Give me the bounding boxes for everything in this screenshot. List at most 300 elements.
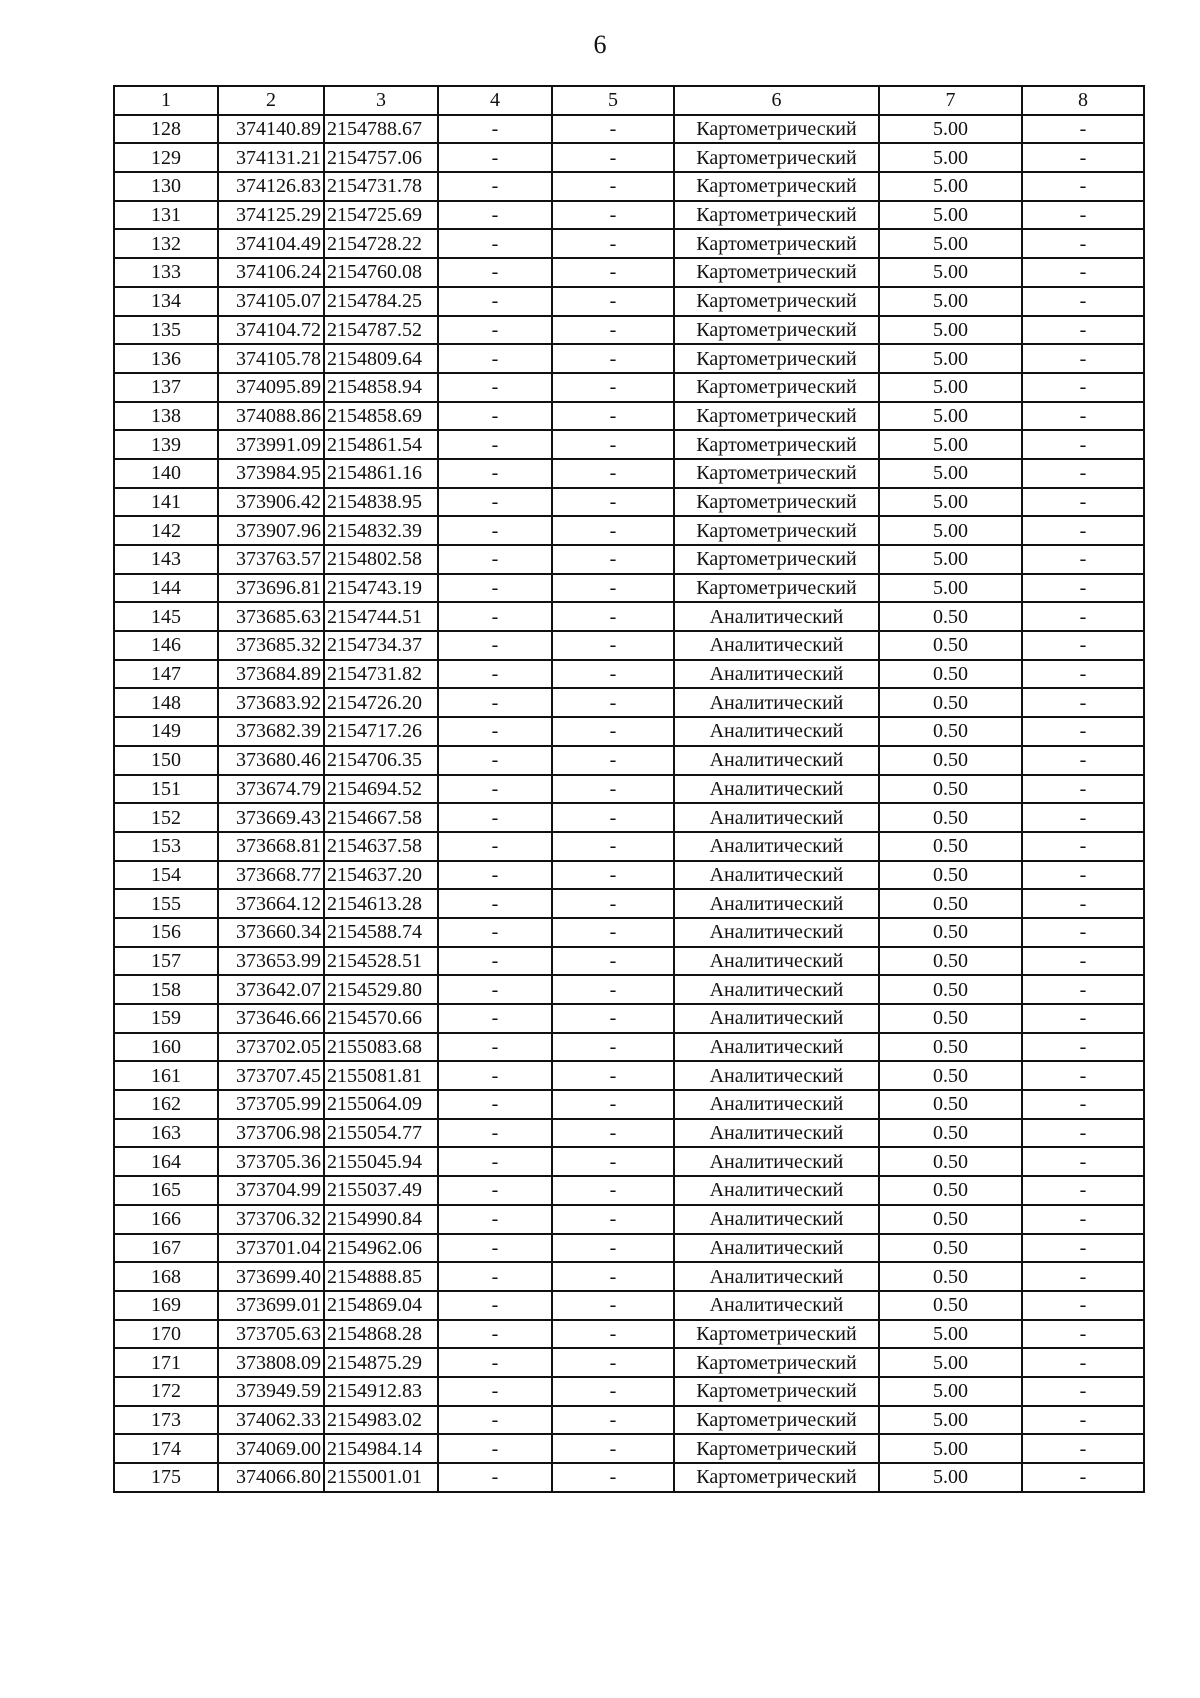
point-number-cell: 156 xyxy=(114,918,218,947)
accuracy-cell: 0.50 xyxy=(879,1061,1022,1090)
col5-cell: - xyxy=(552,832,674,861)
point-number-cell: 129 xyxy=(114,143,218,172)
col8-cell: - xyxy=(1022,430,1144,459)
y-coordinate-cell: 2154983.02 xyxy=(324,1406,438,1435)
x-coordinate-cell: 374106.24 xyxy=(218,258,324,287)
table-row xyxy=(114,402,1144,431)
method-cell: Картометрический xyxy=(674,1377,879,1406)
x-coordinate-cell: 373696.81 xyxy=(218,574,324,603)
table-row xyxy=(114,1463,1144,1492)
method-cell: Аналитический xyxy=(674,1033,879,1062)
table-row xyxy=(114,918,1144,947)
table-row xyxy=(114,1033,1144,1062)
col8-cell: - xyxy=(1022,373,1144,402)
method-cell: Картометрический xyxy=(674,316,879,345)
col4-cell: - xyxy=(438,861,552,890)
table-row xyxy=(114,516,1144,545)
table-row xyxy=(114,1434,1144,1463)
y-coordinate-cell: 2154788.67 xyxy=(324,115,438,144)
accuracy-cell: 0.50 xyxy=(879,1176,1022,1205)
col5-cell: - xyxy=(552,775,674,804)
table-row xyxy=(114,115,1144,144)
col5-cell: - xyxy=(552,1004,674,1033)
col4-cell: - xyxy=(438,1176,552,1205)
col4-cell: - xyxy=(438,832,552,861)
point-number-cell: 139 xyxy=(114,430,218,459)
point-number-cell: 128 xyxy=(114,115,218,144)
x-coordinate-cell: 373991.09 xyxy=(218,430,324,459)
accuracy-cell: 5.00 xyxy=(879,1348,1022,1377)
y-coordinate-cell: 2154694.52 xyxy=(324,775,438,804)
col8-cell: - xyxy=(1022,1320,1144,1349)
point-number-cell: 138 xyxy=(114,402,218,431)
y-coordinate-cell: 2154725.69 xyxy=(324,201,438,230)
accuracy-cell: 0.50 xyxy=(879,746,1022,775)
x-coordinate-cell: 374105.78 xyxy=(218,344,324,373)
method-cell: Аналитический xyxy=(674,1176,879,1205)
method-cell: Картометрический xyxy=(674,287,879,316)
method-cell: Картометрический xyxy=(674,143,879,172)
point-number-cell: 151 xyxy=(114,775,218,804)
col5-cell: - xyxy=(552,717,674,746)
y-coordinate-cell: 2155081.81 xyxy=(324,1061,438,1090)
table-row xyxy=(114,947,1144,976)
y-coordinate-cell: 2154637.20 xyxy=(324,861,438,890)
x-coordinate-cell: 373705.99 xyxy=(218,1090,324,1119)
accuracy-cell: 5.00 xyxy=(879,287,1022,316)
y-coordinate-cell: 2155045.94 xyxy=(324,1147,438,1176)
x-coordinate-cell: 373685.63 xyxy=(218,602,324,631)
col4-cell: - xyxy=(438,975,552,1004)
col5-cell: - xyxy=(552,229,674,258)
table-row xyxy=(114,1004,1144,1033)
col4-cell: - xyxy=(438,1406,552,1435)
accuracy-cell: 0.50 xyxy=(879,861,1022,890)
method-cell: Картометрический xyxy=(674,574,879,603)
y-coordinate-cell: 2154529.80 xyxy=(324,975,438,1004)
header-cell: 6 xyxy=(674,86,879,115)
table-row xyxy=(114,172,1144,201)
x-coordinate-cell: 373763.57 xyxy=(218,545,324,574)
y-coordinate-cell: 2154728.22 xyxy=(324,229,438,258)
point-number-cell: 168 xyxy=(114,1262,218,1291)
method-cell: Картометрический xyxy=(674,545,879,574)
x-coordinate-cell: 373906.42 xyxy=(218,488,324,517)
y-coordinate-cell: 2155037.49 xyxy=(324,1176,438,1205)
method-cell: Картометрический xyxy=(674,516,879,545)
accuracy-cell: 5.00 xyxy=(879,574,1022,603)
col8-cell: - xyxy=(1022,1291,1144,1320)
method-cell: Картометрический xyxy=(674,488,879,517)
x-coordinate-cell: 374069.00 xyxy=(218,1434,324,1463)
col5-cell: - xyxy=(552,287,674,316)
point-number-cell: 165 xyxy=(114,1176,218,1205)
x-coordinate-cell: 373653.99 xyxy=(218,947,324,976)
table-row xyxy=(114,1291,1144,1320)
col8-cell: - xyxy=(1022,1004,1144,1033)
col5-cell: - xyxy=(552,516,674,545)
col5-cell: - xyxy=(552,602,674,631)
method-cell: Аналитический xyxy=(674,889,879,918)
accuracy-cell: 5.00 xyxy=(879,1406,1022,1435)
col4-cell: - xyxy=(438,688,552,717)
accuracy-cell: 0.50 xyxy=(879,1090,1022,1119)
col4-cell: - xyxy=(438,1377,552,1406)
method-cell: Картометрический xyxy=(674,344,879,373)
x-coordinate-cell: 374140.89 xyxy=(218,115,324,144)
col8-cell: - xyxy=(1022,688,1144,717)
col8-cell: - xyxy=(1022,1205,1144,1234)
point-number-cell: 154 xyxy=(114,861,218,890)
x-coordinate-cell: 373684.89 xyxy=(218,660,324,689)
col5-cell: - xyxy=(552,545,674,574)
method-cell: Картометрический xyxy=(674,229,879,258)
col8-cell: - xyxy=(1022,287,1144,316)
x-coordinate-cell: 374062.33 xyxy=(218,1406,324,1435)
col8-cell: - xyxy=(1022,717,1144,746)
table-row xyxy=(114,1061,1144,1090)
point-number-cell: 149 xyxy=(114,717,218,746)
col8-cell: - xyxy=(1022,832,1144,861)
accuracy-cell: 0.50 xyxy=(879,1119,1022,1148)
col8-cell: - xyxy=(1022,775,1144,804)
method-cell: Аналитический xyxy=(674,1119,879,1148)
col4-cell: - xyxy=(438,1434,552,1463)
col8-cell: - xyxy=(1022,459,1144,488)
method-cell: Картометрический xyxy=(674,1463,879,1492)
col8-cell: - xyxy=(1022,488,1144,517)
table-row xyxy=(114,373,1144,402)
table-row xyxy=(114,258,1144,287)
point-number-cell: 132 xyxy=(114,229,218,258)
col8-cell: - xyxy=(1022,1147,1144,1176)
y-coordinate-cell: 2155064.09 xyxy=(324,1090,438,1119)
col4-cell: - xyxy=(438,1463,552,1492)
col4-cell: - xyxy=(438,516,552,545)
header-cell: 7 xyxy=(879,86,1022,115)
accuracy-cell: 5.00 xyxy=(879,1434,1022,1463)
x-coordinate-cell: 373704.99 xyxy=(218,1176,324,1205)
x-coordinate-cell: 373707.45 xyxy=(218,1061,324,1090)
table-row xyxy=(114,1406,1144,1435)
accuracy-cell: 0.50 xyxy=(879,1147,1022,1176)
col4-cell: - xyxy=(438,287,552,316)
col4-cell: - xyxy=(438,574,552,603)
col4-cell: - xyxy=(438,488,552,517)
table-row xyxy=(114,660,1144,689)
method-cell: Картометрический xyxy=(674,201,879,230)
accuracy-cell: 5.00 xyxy=(879,143,1022,172)
col5-cell: - xyxy=(552,1291,674,1320)
method-cell: Картометрический xyxy=(674,1434,879,1463)
y-coordinate-cell: 2154760.08 xyxy=(324,258,438,287)
header-cell: 1 xyxy=(114,86,218,115)
method-cell: Аналитический xyxy=(674,1061,879,1090)
x-coordinate-cell: 373642.07 xyxy=(218,975,324,1004)
table-row xyxy=(114,316,1144,345)
method-cell: Картометрический xyxy=(674,1320,879,1349)
point-number-cell: 158 xyxy=(114,975,218,1004)
accuracy-cell: 0.50 xyxy=(879,1262,1022,1291)
col4-cell: - xyxy=(438,316,552,345)
col4-cell: - xyxy=(438,1119,552,1148)
col8-cell: - xyxy=(1022,344,1144,373)
col5-cell: - xyxy=(552,1033,674,1062)
method-cell: Аналитический xyxy=(674,832,879,861)
col8-cell: - xyxy=(1022,746,1144,775)
header-row xyxy=(114,86,1144,115)
col8-cell: - xyxy=(1022,143,1144,172)
point-number-cell: 171 xyxy=(114,1348,218,1377)
method-cell: Аналитический xyxy=(674,1004,879,1033)
col5-cell: - xyxy=(552,1090,674,1119)
col4-cell: - xyxy=(438,430,552,459)
col5-cell: - xyxy=(552,918,674,947)
point-number-cell: 130 xyxy=(114,172,218,201)
col8-cell: - xyxy=(1022,115,1144,144)
col5-cell: - xyxy=(552,1147,674,1176)
point-number-cell: 169 xyxy=(114,1291,218,1320)
header-cell: 2 xyxy=(218,86,324,115)
header-cell: 3 xyxy=(324,86,438,115)
x-coordinate-cell: 373699.40 xyxy=(218,1262,324,1291)
col8-cell: - xyxy=(1022,918,1144,947)
col5-cell: - xyxy=(552,947,674,976)
accuracy-cell: 5.00 xyxy=(879,258,1022,287)
col8-cell: - xyxy=(1022,1033,1144,1062)
y-coordinate-cell: 2154858.94 xyxy=(324,373,438,402)
x-coordinate-cell: 373646.66 xyxy=(218,1004,324,1033)
col5-cell: - xyxy=(552,631,674,660)
col8-cell: - xyxy=(1022,660,1144,689)
y-coordinate-cell: 2154912.83 xyxy=(324,1377,438,1406)
table-row xyxy=(114,975,1144,1004)
accuracy-cell: 5.00 xyxy=(879,1320,1022,1349)
point-number-cell: 173 xyxy=(114,1406,218,1435)
col5-cell: - xyxy=(552,660,674,689)
col8-cell: - xyxy=(1022,1377,1144,1406)
col5-cell: - xyxy=(552,803,674,832)
x-coordinate-cell: 374131.21 xyxy=(218,143,324,172)
point-number-cell: 150 xyxy=(114,746,218,775)
col5-cell: - xyxy=(552,1406,674,1435)
col5-cell: - xyxy=(552,1320,674,1349)
y-coordinate-cell: 2154706.35 xyxy=(324,746,438,775)
accuracy-cell: 5.00 xyxy=(879,373,1022,402)
table-row xyxy=(114,861,1144,890)
point-number-cell: 134 xyxy=(114,287,218,316)
method-cell: Аналитический xyxy=(674,631,879,660)
coordinates-table xyxy=(113,85,1145,1493)
y-coordinate-cell: 2154743.19 xyxy=(324,574,438,603)
col5-cell: - xyxy=(552,430,674,459)
col5-cell: - xyxy=(552,459,674,488)
col4-cell: - xyxy=(438,660,552,689)
x-coordinate-cell: 373682.39 xyxy=(218,717,324,746)
x-coordinate-cell: 374104.72 xyxy=(218,316,324,345)
point-number-cell: 147 xyxy=(114,660,218,689)
table-row xyxy=(114,344,1144,373)
col5-cell: - xyxy=(552,115,674,144)
col4-cell: - xyxy=(438,889,552,918)
point-number-cell: 137 xyxy=(114,373,218,402)
col4-cell: - xyxy=(438,717,552,746)
col5-cell: - xyxy=(552,1377,674,1406)
col8-cell: - xyxy=(1022,947,1144,976)
col8-cell: - xyxy=(1022,861,1144,890)
y-coordinate-cell: 2155083.68 xyxy=(324,1033,438,1062)
point-number-cell: 145 xyxy=(114,602,218,631)
method-cell: Аналитический xyxy=(674,803,879,832)
accuracy-cell: 5.00 xyxy=(879,545,1022,574)
x-coordinate-cell: 373674.79 xyxy=(218,775,324,804)
header-cell: 5 xyxy=(552,86,674,115)
table-row xyxy=(114,1119,1144,1148)
col4-cell: - xyxy=(438,1004,552,1033)
col5-cell: - xyxy=(552,1234,674,1263)
col4-cell: - xyxy=(438,143,552,172)
accuracy-cell: 5.00 xyxy=(879,488,1022,517)
accuracy-cell: 5.00 xyxy=(879,201,1022,230)
col4-cell: - xyxy=(438,746,552,775)
col8-cell: - xyxy=(1022,1463,1144,1492)
col5-cell: - xyxy=(552,258,674,287)
y-coordinate-cell: 2154637.58 xyxy=(324,832,438,861)
x-coordinate-cell: 373683.92 xyxy=(218,688,324,717)
point-number-cell: 166 xyxy=(114,1205,218,1234)
col8-cell: - xyxy=(1022,975,1144,1004)
point-number-cell: 175 xyxy=(114,1463,218,1492)
col5-cell: - xyxy=(552,344,674,373)
method-cell: Картометрический xyxy=(674,402,879,431)
col8-cell: - xyxy=(1022,545,1144,574)
col4-cell: - xyxy=(438,402,552,431)
col8-cell: - xyxy=(1022,1406,1144,1435)
table-row xyxy=(114,1320,1144,1349)
method-cell: Аналитический xyxy=(674,1147,879,1176)
method-cell: Аналитический xyxy=(674,1234,879,1263)
y-coordinate-cell: 2154731.78 xyxy=(324,172,438,201)
col8-cell: - xyxy=(1022,1262,1144,1291)
accuracy-cell: 5.00 xyxy=(879,430,1022,459)
method-cell: Аналитический xyxy=(674,602,879,631)
point-number-cell: 163 xyxy=(114,1119,218,1148)
method-cell: Картометрический xyxy=(674,1406,879,1435)
col8-cell: - xyxy=(1022,631,1144,660)
col4-cell: - xyxy=(438,373,552,402)
x-coordinate-cell: 373984.95 xyxy=(218,459,324,488)
x-coordinate-cell: 373660.34 xyxy=(218,918,324,947)
method-cell: Аналитический xyxy=(674,746,879,775)
x-coordinate-cell: 373705.63 xyxy=(218,1320,324,1349)
accuracy-cell: 0.50 xyxy=(879,832,1022,861)
col8-cell: - xyxy=(1022,889,1144,918)
col4-cell: - xyxy=(438,201,552,230)
x-coordinate-cell: 373706.98 xyxy=(218,1119,324,1148)
method-cell: Картометрический xyxy=(674,258,879,287)
x-coordinate-cell: 373808.09 xyxy=(218,1348,324,1377)
col8-cell: - xyxy=(1022,229,1144,258)
col5-cell: - xyxy=(552,1262,674,1291)
point-number-cell: 135 xyxy=(114,316,218,345)
y-coordinate-cell: 2154787.52 xyxy=(324,316,438,345)
method-cell: Аналитический xyxy=(674,775,879,804)
table-row xyxy=(114,1348,1144,1377)
col4-cell: - xyxy=(438,918,552,947)
table-row xyxy=(114,688,1144,717)
x-coordinate-cell: 373699.01 xyxy=(218,1291,324,1320)
y-coordinate-cell: 2154869.04 xyxy=(324,1291,438,1320)
y-coordinate-cell: 2154757.06 xyxy=(324,143,438,172)
col4-cell: - xyxy=(438,1291,552,1320)
accuracy-cell: 0.50 xyxy=(879,889,1022,918)
point-number-cell: 146 xyxy=(114,631,218,660)
col4-cell: - xyxy=(438,1061,552,1090)
header-cell: 8 xyxy=(1022,86,1144,115)
x-coordinate-cell: 373680.46 xyxy=(218,746,324,775)
point-number-cell: 155 xyxy=(114,889,218,918)
col8-cell: - xyxy=(1022,201,1144,230)
col5-cell: - xyxy=(552,1348,674,1377)
col4-cell: - xyxy=(438,1348,552,1377)
table-row xyxy=(114,1090,1144,1119)
table-row xyxy=(114,717,1144,746)
header-cell: 4 xyxy=(438,86,552,115)
x-coordinate-cell: 373907.96 xyxy=(218,516,324,545)
col5-cell: - xyxy=(552,746,674,775)
y-coordinate-cell: 2154861.16 xyxy=(324,459,438,488)
table-row xyxy=(114,545,1144,574)
method-cell: Аналитический xyxy=(674,1262,879,1291)
y-coordinate-cell: 2154990.84 xyxy=(324,1205,438,1234)
col4-cell: - xyxy=(438,545,552,574)
y-coordinate-cell: 2154984.14 xyxy=(324,1434,438,1463)
y-coordinate-cell: 2154613.28 xyxy=(324,889,438,918)
method-cell: Аналитический xyxy=(674,688,879,717)
x-coordinate-cell: 374095.89 xyxy=(218,373,324,402)
accuracy-cell: 5.00 xyxy=(879,402,1022,431)
col5-cell: - xyxy=(552,1119,674,1148)
x-coordinate-cell: 374125.29 xyxy=(218,201,324,230)
point-number-cell: 141 xyxy=(114,488,218,517)
table-row xyxy=(114,287,1144,316)
y-coordinate-cell: 2155001.01 xyxy=(324,1463,438,1492)
method-cell: Аналитический xyxy=(674,861,879,890)
x-coordinate-cell: 373705.36 xyxy=(218,1147,324,1176)
point-number-cell: 164 xyxy=(114,1147,218,1176)
y-coordinate-cell: 2154962.06 xyxy=(324,1234,438,1263)
col8-cell: - xyxy=(1022,402,1144,431)
x-coordinate-cell: 373949.59 xyxy=(218,1377,324,1406)
point-number-cell: 133 xyxy=(114,258,218,287)
table-row xyxy=(114,832,1144,861)
col8-cell: - xyxy=(1022,516,1144,545)
col8-cell: - xyxy=(1022,1090,1144,1119)
y-coordinate-cell: 2154875.29 xyxy=(324,1348,438,1377)
col4-cell: - xyxy=(438,115,552,144)
table-row xyxy=(114,430,1144,459)
x-coordinate-cell: 373668.81 xyxy=(218,832,324,861)
method-cell: Аналитический xyxy=(674,717,879,746)
table-row xyxy=(114,803,1144,832)
method-cell: Аналитический xyxy=(674,947,879,976)
y-coordinate-cell: 2154744.51 xyxy=(324,602,438,631)
col4-cell: - xyxy=(438,344,552,373)
col8-cell: - xyxy=(1022,1176,1144,1205)
accuracy-cell: 0.50 xyxy=(879,1234,1022,1263)
accuracy-cell: 5.00 xyxy=(879,172,1022,201)
point-number-cell: 170 xyxy=(114,1320,218,1349)
